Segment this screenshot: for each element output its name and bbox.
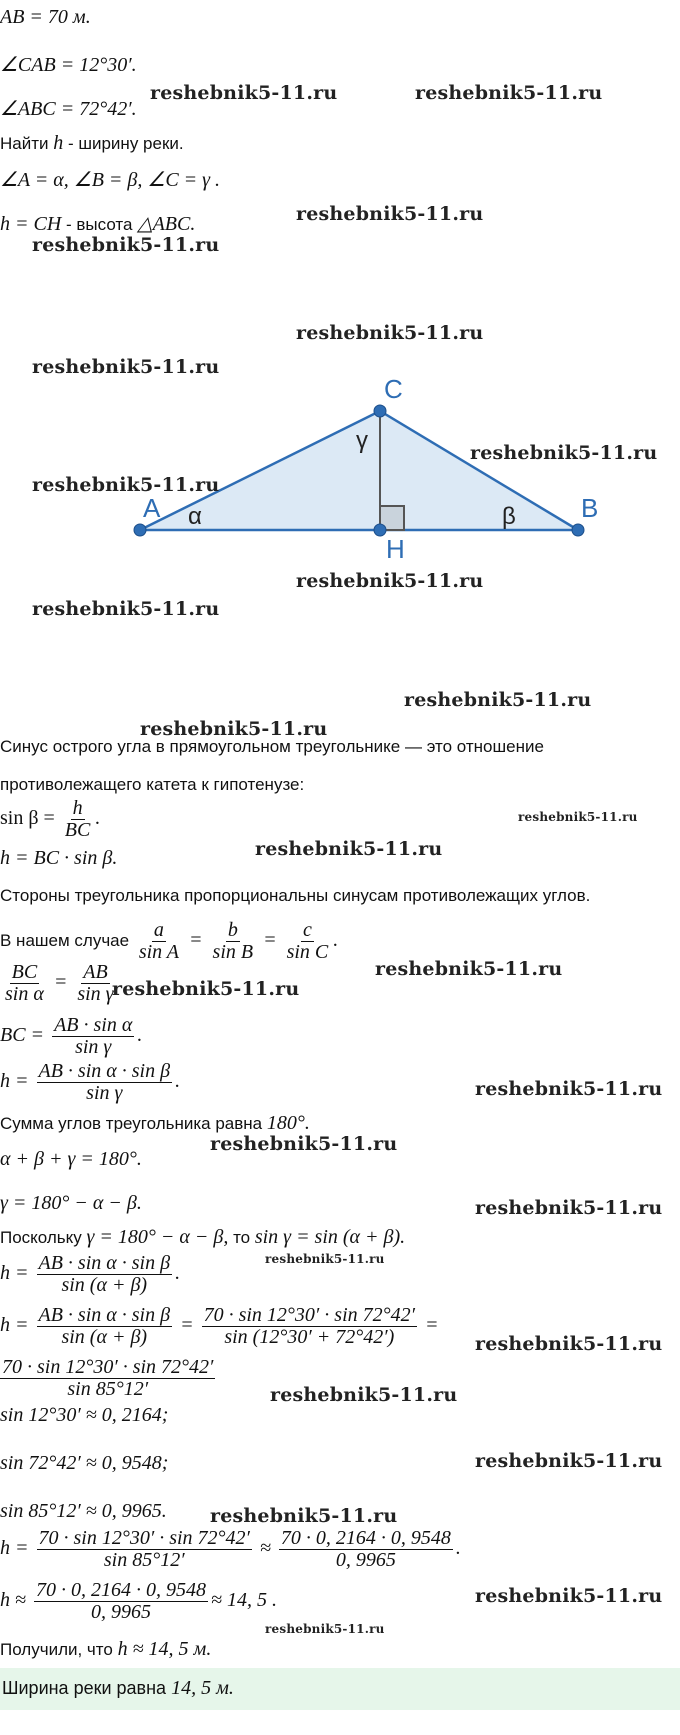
h6-result: ≈ 14, 5 . <box>210 1589 277 1612</box>
ratio-frac-1 <box>3 962 46 1005</box>
watermark: reshebnik5-11.ru <box>375 958 563 980</box>
watermark: reshebnik5-11.ru <box>112 978 300 1000</box>
since-line <box>0 1226 405 1249</box>
law-of-sines-formula: В нашем случае $\frac{a}{\text{sin A}}$ = $\frac{b}{\text{sin B}}$ = $\frac{c}{\text{sin C}}$ . <box>0 919 339 963</box>
ratio-den-1: sin α <box>5 983 44 1005</box>
h2-den: sin (α + β) <box>61 1274 148 1296</box>
given-angle-abc: ∠ABC = 72°42′. <box>0 98 137 120</box>
watermark: reshebnik5-11.ru <box>470 442 658 464</box>
watermark: reshebnik5-11.ru <box>265 1252 385 1266</box>
watermark: reshebnik5-11.ru <box>475 1450 663 1472</box>
watermark: reshebnik5-11.ru <box>32 598 220 620</box>
ls-den-3: sin C <box>286 941 329 963</box>
ratio-den-2: sin γ <box>77 983 114 1005</box>
h6-fraction <box>34 1580 208 1623</box>
bc-den: sin γ <box>75 1036 112 1058</box>
label-h: H <box>386 534 405 560</box>
label-beta: β <box>502 503 516 530</box>
sin-value-2: sin 72°42′ ≈ 0, 9548; <box>0 1452 169 1474</box>
label-alpha: α <box>188 503 202 530</box>
watermark: reshebnik5-11.ru <box>32 356 220 378</box>
watermark: reshebnik5-11.ru <box>296 322 484 344</box>
watermark: reshebnik5-11.ru <box>518 810 638 824</box>
label-c: C <box>384 374 403 404</box>
got-math: h ≈ 14, 5 м. <box>117 1638 212 1660</box>
point-a <box>134 524 146 536</box>
sin-beta-lhs: sin β = <box>0 807 60 830</box>
h-fraction <box>37 1061 173 1104</box>
label-a: A <box>143 493 161 523</box>
sine-definition-1: Синус острого угла в прямоугольном треугольнике — это отношение <box>0 737 544 756</box>
point-c <box>374 405 386 417</box>
since-text: Поскольку <box>0 1228 87 1247</box>
ls-num-2: b <box>227 919 238 941</box>
h-num: AB · sin α · sin β <box>38 1060 171 1082</box>
find-line <box>0 132 184 155</box>
watermark: reshebnik5-11.ru <box>475 1197 663 1219</box>
height-definition <box>0 211 195 236</box>
point-h <box>374 524 386 536</box>
bc-num: AB · sin α <box>54 1014 133 1036</box>
h-bc-formula: h = BC · sin β. <box>0 847 118 869</box>
h3-num-1: AB · sin α · sin β <box>38 1304 171 1326</box>
ratio-num-2: AB <box>83 961 108 983</box>
h-def-triangle: △ABC. <box>137 213 196 235</box>
angle-sum-line <box>0 1112 310 1135</box>
h4-den: sin 85°12′ <box>67 1378 149 1400</box>
h3-formula: h = $\frac{\text{AB · sin α · sin β}}{\sin (\alpha + \beta)}$ = $\frac{70 \cdot \sin 12^\circ 30' \cdot \sin 72^\circ 42'}{\sin (12^\circ 30' + 72^\circ 42')}$ = <box>0 1304 439 1348</box>
angle-sum-value: 180°. <box>266 1112 310 1134</box>
watermark: reshebnik5-11.ru <box>404 689 592 711</box>
watermark: reshebnik5-11.ru <box>210 1505 398 1527</box>
ls-num-3: c <box>302 919 312 941</box>
since-math-1: γ = 180° − α − β, <box>86 1226 229 1248</box>
h5-den-1: sin 85°12′ <box>103 1549 185 1571</box>
find-rest: - ширину реки. <box>63 134 184 153</box>
answer-line <box>2 1677 234 1700</box>
ratio-num-1: BC <box>11 961 38 983</box>
h5-formula: h = $\frac{70 \cdot \sin 12^\circ 30' \cdot \sin 72^\circ 42'}{\sin 85^\circ 12'}$ ≈ $\frac{70 \cdot 0, 2164 \cdot 0, 9548}{0, 9965}$ . <box>0 1527 461 1571</box>
watermark: reshebnik5-11.ru <box>265 1622 385 1636</box>
watermark: reshebnik5-11.ru <box>475 1333 663 1355</box>
angle-notation: ∠A = α, ∠B = β, ∠C = γ . <box>0 169 221 191</box>
watermark: reshebnik5-11.ru <box>32 474 220 496</box>
angle-sum-equation: α + β + γ = 180°. <box>0 1148 142 1170</box>
watermark: reshebnik5-11.ru <box>255 838 443 860</box>
h2-fraction <box>37 1253 173 1296</box>
our-case-text: В нашем случае <box>0 931 134 951</box>
h5-den-2: 0, 9965 <box>335 1549 396 1571</box>
h4-formula <box>0 1357 218 1400</box>
ls-num-1: a <box>153 919 164 941</box>
got-line <box>0 1638 211 1661</box>
h6-lhs: h ≈ <box>0 1589 31 1612</box>
gamma-equation: γ = 180° − α − β. <box>0 1192 142 1214</box>
h5-num-1: 70 · sin 12°30′ · sin 72°42′ <box>38 1527 250 1549</box>
h5-fraction-2 <box>279 1528 453 1571</box>
h6-den: 0, 9965 <box>90 1601 151 1623</box>
h2-formula: h = $\frac{\text{AB · sin α · sin β}}{\sin (\alpha + \beta)}$ . <box>0 1252 181 1296</box>
law-of-sines-text: Стороны треугольника пропорциональны синусам противолежащих углов. <box>0 886 591 905</box>
ls-frac-3 <box>285 920 331 963</box>
watermark: reshebnik5-11.ru <box>140 718 328 740</box>
bc-fraction <box>52 1015 134 1058</box>
h-formula: h = $\frac{\text{AB · sin α · sin β}}{\text{sin γ}}$ . <box>0 1060 181 1104</box>
h2-lhs: h = <box>0 1262 34 1285</box>
angle-sum-text: Сумма углов треугольника равна <box>0 1114 267 1133</box>
find-var: h <box>53 132 64 154</box>
h4-num: 70 · sin 12°30′ · sin 72°42′ <box>2 1356 214 1378</box>
sine-definition-2: противолежащего катета к гипотенузе: <box>0 775 305 794</box>
triangle-diagram <box>0 370 680 560</box>
watermark: reshebnik5-11.ru <box>475 1078 663 1100</box>
find-text: Найти <box>0 134 54 153</box>
point-b <box>572 524 584 536</box>
ls-den-2: sin B <box>212 941 254 963</box>
h3-den-1: sin (α + β) <box>61 1326 148 1348</box>
h2-num: AB · sin α · sin β <box>38 1252 171 1274</box>
watermark: reshebnik5-11.ru <box>32 234 220 256</box>
got-text: Получили, что <box>0 1640 118 1659</box>
watermark: reshebnik5-11.ru <box>270 1384 458 1406</box>
h3-fraction-2 <box>202 1305 417 1348</box>
since-math-2: sin γ = sin (α + β). <box>254 1226 406 1248</box>
sin-beta-fraction <box>63 798 93 841</box>
ratio-frac-2 <box>75 962 115 1005</box>
ls-den-1: sin A <box>138 941 180 963</box>
sin-value-1: sin 12°30′ ≈ 0, 2164; <box>0 1404 169 1426</box>
answer-math: 14, 5 м. <box>171 1677 234 1699</box>
watermark: reshebnik5-11.ru <box>210 1133 398 1155</box>
h5-lhs: h = <box>0 1537 34 1560</box>
ls-frac-1 <box>137 920 181 963</box>
h5-num-2: 70 · 0, 2164 · 0, 9548 <box>280 1527 451 1549</box>
sin-beta-den: BC <box>64 819 91 841</box>
bc-lhs: BC = <box>0 1024 50 1047</box>
h5-fraction-1 <box>37 1528 252 1571</box>
h6-num: 70 · 0, 2164 · 0, 9548 <box>35 1579 206 1601</box>
h-def-text: - высота <box>61 215 138 234</box>
given-ab: AB = 70 м. <box>0 6 91 28</box>
label-b: B <box>581 493 599 523</box>
watermark: reshebnik5-11.ru <box>296 570 484 592</box>
watermark: reshebnik5-11.ru <box>296 203 484 225</box>
h-den: sin γ <box>86 1082 123 1104</box>
since-text-2: то <box>228 1228 255 1247</box>
watermark: reshebnik5-11.ru <box>150 82 338 104</box>
h-def-math: h = CH <box>0 213 62 235</box>
h3-den-2: sin (12°30′ + 72°42′) <box>224 1326 395 1348</box>
sin-beta-num: h <box>72 797 83 819</box>
h6-formula <box>0 1580 277 1623</box>
h-lhs: h = <box>0 1070 34 1093</box>
sin-value-3: sin 85°12′ ≈ 0, 9965. <box>0 1500 167 1522</box>
h3-lhs: h = <box>0 1314 34 1337</box>
watermark: reshebnik5-11.ru <box>475 1585 663 1607</box>
h4-fraction <box>0 1357 215 1400</box>
ratio-formula: $\frac{BC}{\text{sin α}}$ = $\frac{AB}{\text{sin γ}}$ <box>5 961 114 1005</box>
answer-text: Ширина реки равна <box>2 1678 172 1698</box>
h3-num-2: 70 · sin 12°30′ · sin 72°42′ <box>203 1304 416 1326</box>
bc-formula: BC = $\frac{\text{AB · sin α}}{\text{sin γ}}$ . <box>0 1014 143 1058</box>
sin-beta-formula: sin β = $\frac{h}{BC}$ . <box>0 797 101 841</box>
label-gamma: γ <box>356 427 368 454</box>
h3-fraction-1 <box>37 1305 173 1348</box>
ls-frac-2 <box>211 920 256 963</box>
watermark: reshebnik5-11.ru <box>415 82 603 104</box>
given-angle-cab: ∠CAB = 12°30′. <box>0 54 137 76</box>
